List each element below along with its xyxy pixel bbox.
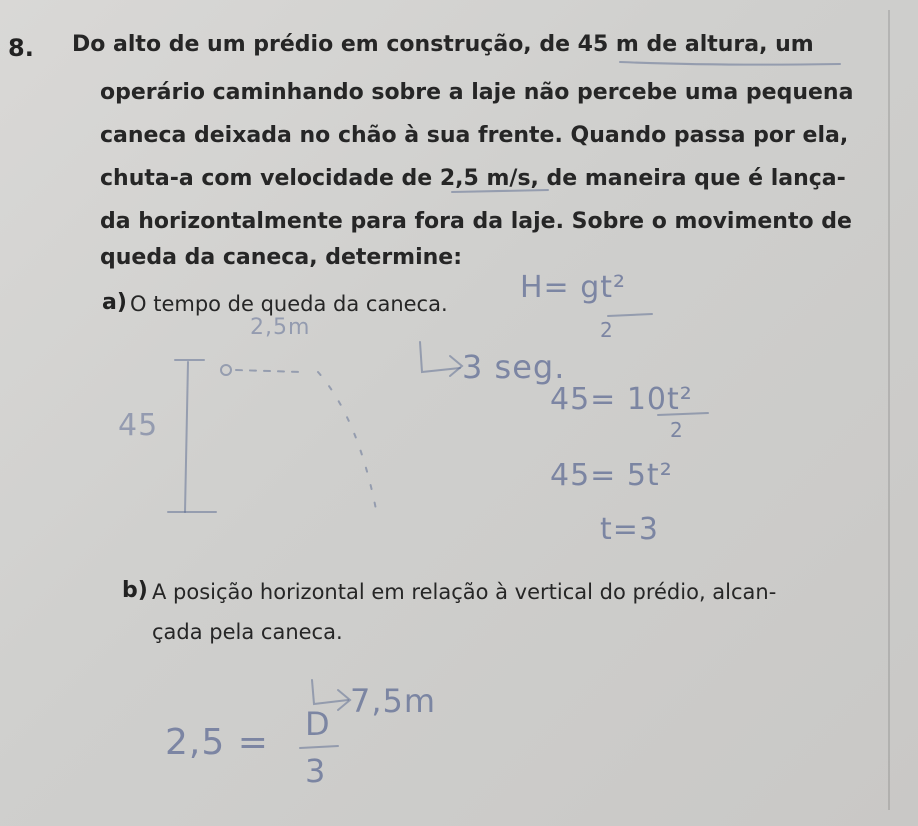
hw-formula-h: H= gt² <box>520 270 627 305</box>
hw-sketch-height-label: 45 <box>118 408 159 443</box>
hw-sketch-top-label: 2,5m <box>250 315 311 340</box>
launch-line <box>236 370 300 372</box>
underline-speed <box>452 190 548 192</box>
question-number: 8. <box>8 34 34 62</box>
hw-step-1-den: 2 <box>670 418 684 442</box>
item-b-letter: b) <box>122 578 148 603</box>
statement-line-1: Do alto de um prédio em construção, de 45 m de altura, um <box>72 32 814 57</box>
hw-step-1: 45= 10t² <box>550 382 693 417</box>
statement-line-3: caneca deixada no chão à sua frente. Quando passa por ela, <box>100 123 849 148</box>
hw-eq-denominator: 3 <box>305 752 327 790</box>
hw-eq-left: 2,5 = <box>165 722 269 763</box>
item-a-text: O tempo de queda da caneca. <box>130 292 448 316</box>
trajectory-curve <box>318 372 378 520</box>
item-b-text-line-1: A posição horizontal em relação à vertical do prédio, alcan- <box>152 580 777 604</box>
hw-step-2: 45= 5t² <box>550 458 673 493</box>
statement-line-2: operário caminhando sobre a laje não percebe uma pequena <box>100 80 854 105</box>
statement-line-5: da horizontalmente para fora da laje. Sobre o movimento de <box>100 209 852 234</box>
hw-formula-h-den: 2 <box>600 318 614 342</box>
mug-circle <box>221 365 231 375</box>
hw-step-3: t=3 <box>600 512 659 547</box>
statement-line-6: queda da caneca, determine: <box>100 245 463 270</box>
fraction-bar-3 <box>300 746 338 748</box>
arrow-time-shaft <box>420 342 460 372</box>
statement-line-4: chuta-a com velocidade de 2,5 m/s, de maneira que é lança- <box>100 166 846 191</box>
hw-eq-numerator: D <box>305 705 331 743</box>
arrow-time-head <box>450 356 462 376</box>
item-b-text-line-2: çada pela caneca. <box>152 620 343 644</box>
item-a-letter: a) <box>102 290 127 315</box>
hw-answer-time: 3 seg. <box>462 348 566 386</box>
fraction-bar-1 <box>608 314 652 316</box>
arrow-distance-shaft <box>312 680 348 704</box>
building-bar <box>185 362 188 512</box>
hw-answer-distance: 7,5m <box>350 682 437 720</box>
underline-height <box>620 62 840 65</box>
